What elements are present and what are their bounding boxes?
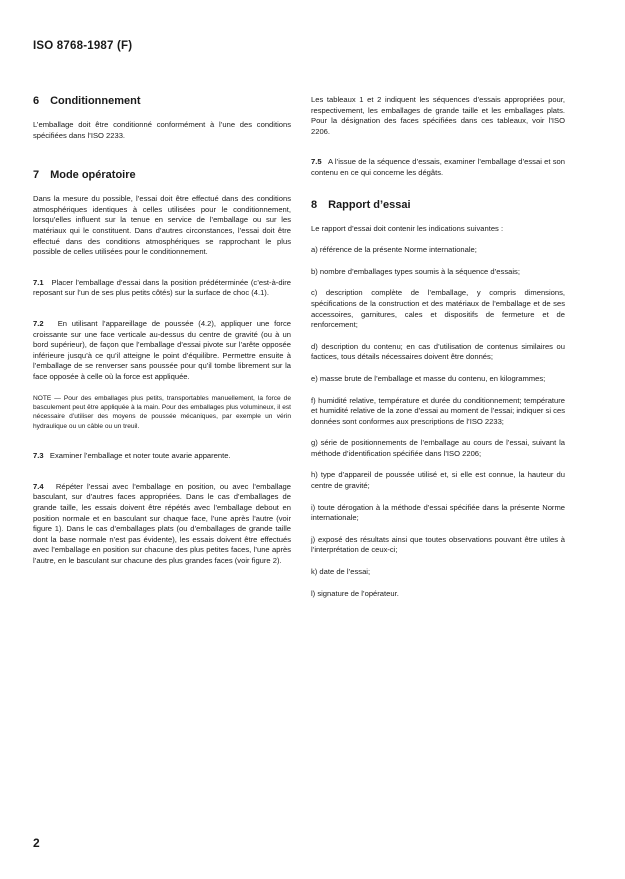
paragraph-7-4-number: 7.4 (33, 481, 44, 491)
report-item: d) description du contenu; en cas d’utilisation de contenus similaires ou factices, tous détails nécessaires doivent être donnés; (311, 341, 565, 362)
paragraph-7-4 (33, 482, 291, 567)
paragraph-7-1 (33, 278, 291, 299)
section-7-intro: Dans la mesure du possible, l’essai doit être effectué dans des conditions atmosphériques identiques à celles utilisées pour le conditionnement, lorsqu’elles influent sur la tenue en service de l’emballage ou sur les matériaux qui le constituent. Dans d’autres circonstances, l’essai doit être effectué dans des conditions atmosphériques se rapprochant le plus possible de celles utilisées pour le conditionnement. (33, 194, 291, 257)
section-8-heading (311, 199, 565, 212)
report-item: h) type d’appareil de poussée utilisé et, si elle est connue, la hauteur du centre de gravité; (311, 470, 565, 491)
section-8-number: 8 (311, 198, 318, 211)
report-item: c) description complète de l’emballage, y compris dimensions, spécifications de la construction et des matériaux de l’emballage et de ses accessoires, garnitures, cales et dispositifs de fermeture et de renforcement; (311, 288, 565, 330)
section-8-title: Rapport d’essai (328, 198, 411, 211)
report-item: g) série de positionnements de l’emballage au cours de l’essai, suivant la méthode d’identification spécifiée dans l’ISO 2206; (311, 438, 565, 458)
continued-text: Les tableaux 1 et 2 indiquent les séquences d’essais appropriées pour, respectivement, les emballages de grande taille et les emballages plats. Pour la désignation des faces spécifiées dans ces tableaux, voir l’ISO 2206. (311, 95, 565, 136)
section-7-heading (33, 169, 291, 182)
paragraph-7-4-text: Répéter l’essai avec l’emballage en position, ou avec l’emballage basculant, sur d’autres faces appropriées. Dans le cas d’emballages de grande taille, les essais doivent être répétés avec l’emballage debout en position normale et en basculant sur chaque face, l’une après l’autre (voir figure 1). Dans le cas d’emballages plats (ou d’emballages de grande taille dont la base normale n’est pas évidente), les essais doivent être effectués avec l’emballage en position sur chacune des plus petites faces, l’une après l’autre, en le basculant sur chacune des plus grandes faces (voir figure 2). (33, 481, 291, 565)
paragraph-7-2 (33, 319, 291, 383)
paragraph-7-1-number: 7.1 (33, 277, 44, 287)
section-8-intro: Le rapport d’essai doit contenir les indications suivantes : (311, 223, 504, 233)
report-item: a) référence de la présente Norme internationale; (311, 245, 477, 255)
report-item: l) signature de l’opérateur. (311, 588, 399, 598)
report-item: b) nombre d’emballages types soumis à la séquence d’essais; (311, 266, 520, 276)
document-header: ISO 8768-1987 (F) (33, 40, 133, 52)
paragraph-7-2-number: 7.2 (33, 318, 44, 328)
paragraph-7-5-text: A l’issue de la séquence d’essais, examiner l’emballage d’essai et son contenu en ce qui concerne les dégâts. (311, 157, 565, 177)
page-number: 2 (33, 836, 40, 850)
report-item: j) exposé des résultats ainsi que toutes observations pouvant être utiles à l’interprétation de ceux-ci; (311, 534, 565, 555)
report-item: i) toute dérogation à la méthode d’essai spécifiée dans la présente Norme internationale; (311, 502, 565, 523)
note-text: NOTE — Pour des emballages plus petits, transportables manuellement, la force de basculement peut être appliquée à la main. Pour des emballages plus volumineux, il est nécessaire d’utiliser des moyens de poussée mécaniques, par exemple un vérin hydraulique ou un câble ou un treuil. (33, 394, 291, 430)
paragraph-7-3-number: 7.3 (33, 451, 44, 461)
section-6-text: L’emballage doit être conditionné conformément à l’une des conditions spécifiées dans l’ISO 2233. (33, 120, 291, 140)
paragraph-7-3-text: Examiner l’emballage et noter toute avarie apparente. (49, 451, 231, 461)
paragraph-7-5-number: 7.5 (311, 157, 322, 167)
section-7-number: 7 (33, 169, 40, 182)
report-item: k) date de l’essai; (311, 567, 371, 577)
section-7-title: Mode opératoire (50, 169, 136, 182)
paragraph-7-5 (311, 157, 565, 178)
report-item: e) masse brute de l’emballage et masse du contenu, en kilogrammes; (311, 373, 546, 383)
report-item: f) humidité relative, température et durée du conditionnement; température et humidité relative de la zone d’essai au moment de l’essai; indiquer si ces données sont conformes aux prescriptions de l’ISO 2233; (311, 395, 565, 426)
section-6-number: 6 (33, 95, 40, 107)
paragraph-7-2-text: En utilisant l’appareillage de poussée (4.2), appliquer une force croissante sur une face verticale au-dessus du centre de gravité (ou à un bord supérieur), de façon que l’emballage d’essai pivote sur l’arête opposée inférieure jusqu’à ce qu’il atteigne le point d’équilibre. Permettre ensuite à l’emballage de se renverser sans poussée pour qu’il tombe librement sur la face opposée à celle où la force est appliquée. (33, 318, 291, 381)
section-6-title: Conditionnement (50, 95, 141, 107)
left-column (33, 95, 291, 566)
section-6-heading (33, 95, 291, 108)
paragraph-7-1-text: Placer l’emballage d’essai dans la position prédéterminée (c’est-à-dire reposant sur l’un de ses plus petits côtés) sur la surface de choc (4.1). (33, 277, 291, 298)
paragraph-7-3 (33, 451, 291, 462)
right-column (311, 95, 565, 599)
